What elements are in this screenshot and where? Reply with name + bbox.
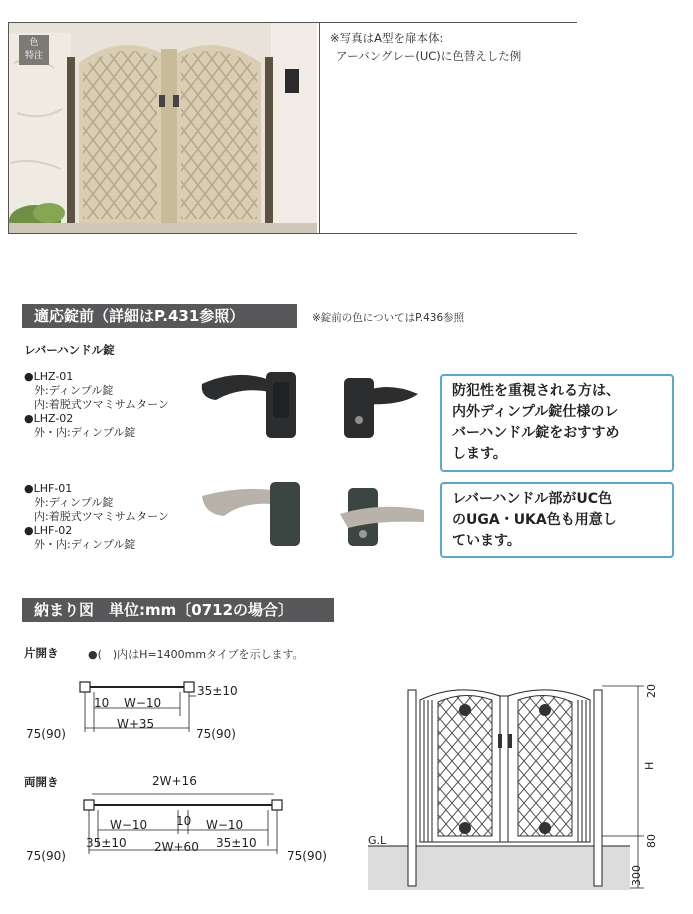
single-dim-w-minus-10: W−10 xyxy=(124,696,162,710)
callout-1-line-1: 防犯性を重視される方は、 xyxy=(452,383,620,399)
single-dim-left: 75(90) xyxy=(26,727,66,741)
double-dim-right: 75(90) xyxy=(287,849,327,863)
model-lhz-02-detail: 外・内:ディンプル錠 xyxy=(34,426,136,439)
dark-lock-models xyxy=(24,370,169,440)
model-lhz-01-outer: 外:ディンプル錠 xyxy=(34,384,114,397)
badge-line-2: 特注 xyxy=(24,51,43,61)
callout-1-line-3: バーハンドル錠をおすすめ xyxy=(452,425,620,441)
double-dim-top: 2W+16 xyxy=(152,774,197,788)
caption-line-2: アーバングレー(UC)に色替えした例 xyxy=(336,49,522,63)
single-dim-right: 75(90) xyxy=(196,727,236,741)
callout-2-line-3: ています。 xyxy=(452,533,521,549)
lever-handle-label: レバーハンドル錠 xyxy=(24,343,115,357)
model-lhf-01-inner: 内:着脱式ツマミサムターン xyxy=(34,510,169,523)
elevation-h: H xyxy=(643,761,656,770)
badge-line-1: 色 xyxy=(29,38,39,48)
double-dim-right-leaf: W−10 xyxy=(206,818,244,832)
model-lhf-02: ●LHF-02 xyxy=(24,524,73,537)
double-dim-c1: 35±10 xyxy=(86,836,127,850)
model-lhf-01: ●LHF-01 xyxy=(24,482,73,495)
single-dim-w-plus-35: W+35 xyxy=(117,717,155,731)
double-dim-left-leaf: W−10 xyxy=(110,818,148,832)
gate-photo xyxy=(9,23,317,233)
double-dim-mid: 2W+60 xyxy=(154,840,199,854)
uc-color-callout xyxy=(440,482,674,558)
callout-2-line-1: レバーハンドル部がUC色 xyxy=(452,491,612,507)
callout-2-line-2: のUGA・UKA色も用意し xyxy=(452,512,617,528)
single-door-label: 片開き xyxy=(24,646,59,660)
model-lhz-01: ●LHZ-01 xyxy=(24,370,74,383)
model-lhf-01-outer: 外:ディンプル錠 xyxy=(34,496,114,509)
model-lhf-02-detail: 外・内:ディンプル錠 xyxy=(34,538,136,551)
lock-section-header: 適応錠前（詳細はP.431参照） xyxy=(22,304,297,328)
elevation-80: 80 xyxy=(645,834,658,848)
elevation-20: 20 xyxy=(645,684,658,698)
special-color-badge xyxy=(19,35,49,65)
double-dim-left: 75(90) xyxy=(26,849,66,863)
height-note: ●( )内はH=1400mmタイプを示します。 xyxy=(88,648,304,661)
model-lhz-02: ●LHZ-02 xyxy=(24,412,74,425)
callout-1-line-2: 内外ディンプル錠仕様のレ xyxy=(452,404,619,420)
callout-1-line-4: します。 xyxy=(452,446,507,462)
double-dim-c2: 35±10 xyxy=(216,836,257,850)
fit-section-header: 納まり図 単位:mm〔0712の場合〕 xyxy=(22,598,334,622)
single-dim-10: 10 xyxy=(94,696,110,710)
photo-box xyxy=(8,22,577,234)
light-lever-handles xyxy=(198,472,438,552)
double-door-label: 両開き xyxy=(24,775,59,789)
single-dim-35: 35±10 xyxy=(197,684,238,698)
photo-caption xyxy=(319,23,577,233)
double-dim-center: 10 xyxy=(176,814,192,828)
gate-photo-illustration xyxy=(9,23,317,233)
light-lock-models xyxy=(24,482,169,552)
lock-color-note: ※錠前の色についてはP.436参照 xyxy=(312,312,465,324)
elevation-gl: G.L xyxy=(368,834,387,847)
caption-line-1: ※写真はA型を扉本体: xyxy=(330,31,444,45)
model-lhz-01-inner: 内:着脱式ツマミサムターン xyxy=(34,398,169,411)
security-callout xyxy=(440,374,674,472)
elevation-300: 300 xyxy=(630,865,643,886)
dark-lever-handles xyxy=(196,364,426,444)
